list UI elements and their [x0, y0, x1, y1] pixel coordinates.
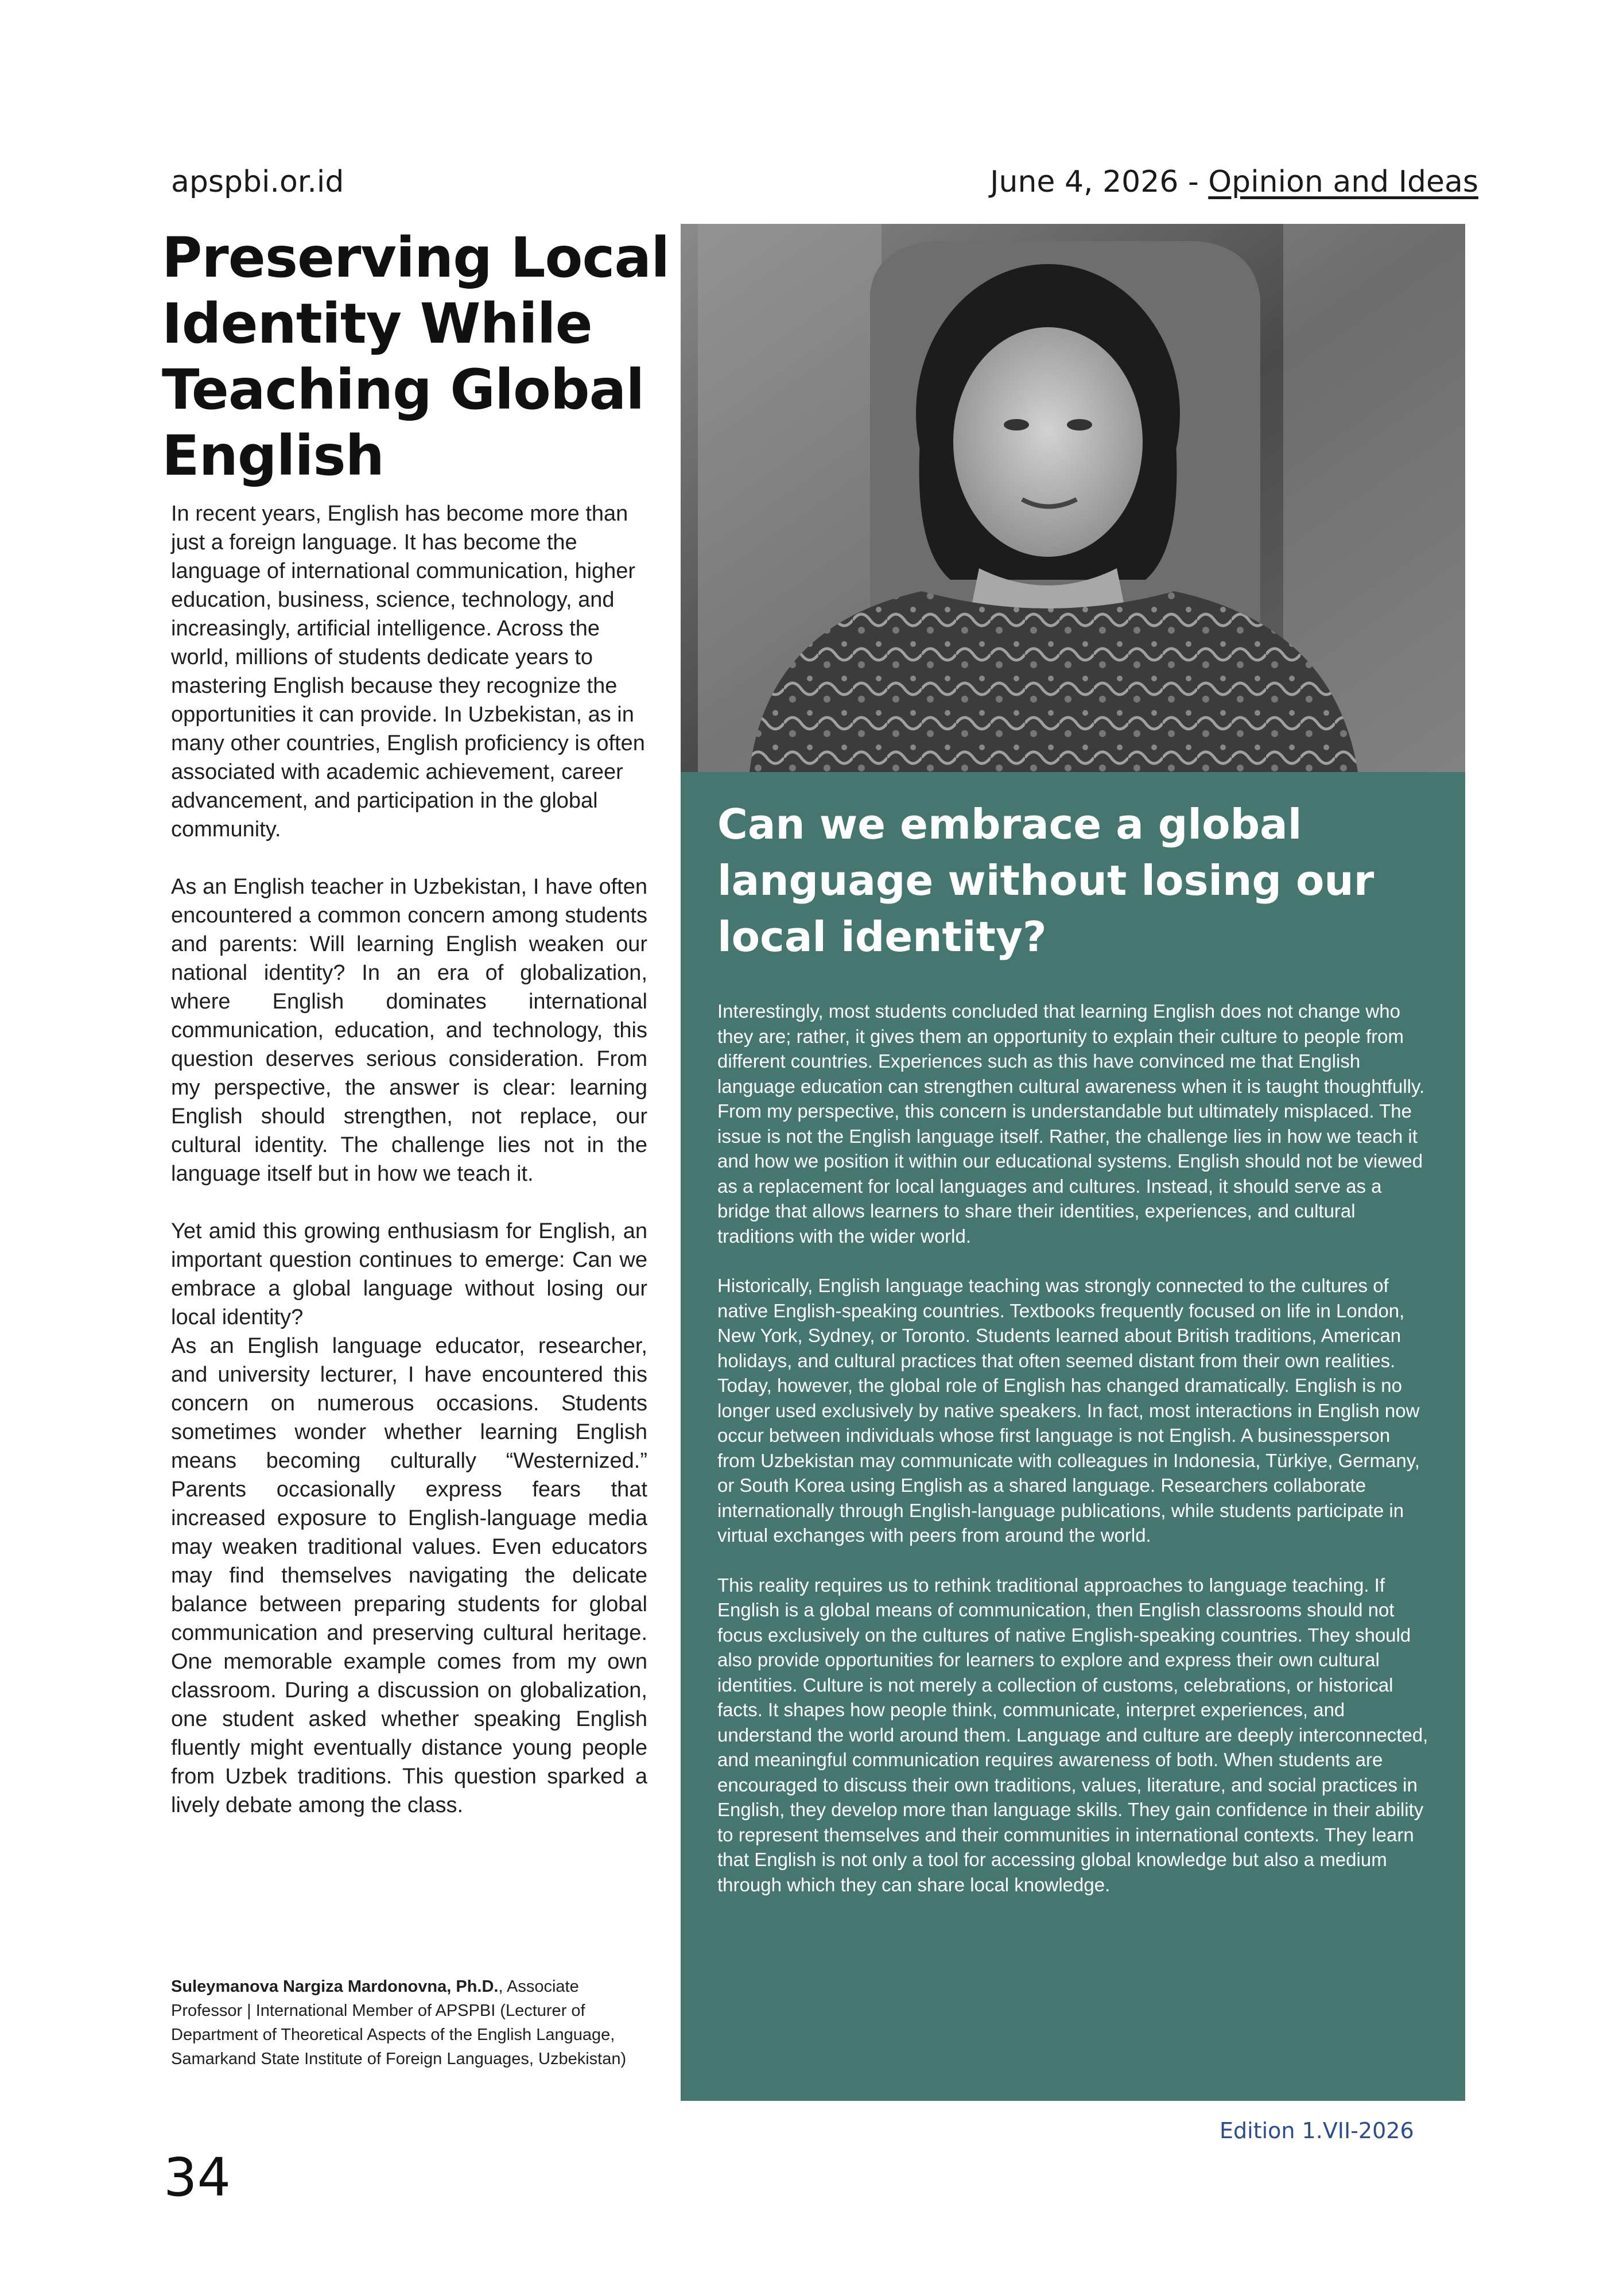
panel-paragraph: Interestingly, most students concluded that learning English does not change who they are; rather, it gives them an opportunity to explain their culture to people from different countries. Experiences such as this have convinced me that English language education can strengthen cultural awareness when it is taught thoughtfully. From my perspective, this concern is understandable but ultimately misplaced. The issue is not the English language itself. Rather, the challenge lies in how we teach it and how we position it within our educational systems. English should not be viewed as a replacement for local languages and cultures. Instead, it should serve as a bridge that allows learners to share their identities, experiences, and cultural traditions with the wider world.: [717, 1000, 1425, 1247]
section-link[interactable]: Opinion and Ideas: [1208, 165, 1478, 199]
author-photo: [681, 224, 1465, 772]
highlight-panel: [681, 772, 1465, 2101]
panel-heading: Can we embrace a global language without losing our local identity?: [717, 800, 1374, 961]
dateline-separator: -: [1178, 165, 1209, 199]
edition-label: Edition 1.VII-2026: [1220, 2118, 1414, 2143]
body-paragraph: As an English language educator, researcher, and university lecturer, I have encountered this concern on numerous occasions. Students sometimes wonder whether learning English means becoming culturally “Westernized.” Parents occasionally express fears that increased exposure to English-language media may weaken traditional values. Even educators may find themselves navigating the delicate balance between preparing students for global communication and preserving cultural heritage. One memorable example comes from my own classroom. During a discussion on globalization, one student asked whether speaking English fluently might eventually distance young people from Uzbek traditions. This question sparked a lively debate among the class.: [171, 1334, 647, 1817]
author-name: Suleymanova Nargiza Mardonovna, Ph.D.: [171, 1977, 499, 1996]
page-number: 34: [164, 2147, 231, 2208]
dateline: [990, 165, 1478, 199]
author-details: , Associate Professor | International Member of APSPBI (Lecturer of Department of Theoretical Aspects of the English Language, Samarkand State Institute of Foreign Languages, Uzbekistan): [171, 1977, 627, 2068]
issue-date: June 4, 2026: [990, 165, 1179, 199]
author-bio: [171, 1975, 647, 2071]
panel-body: [717, 999, 1432, 1897]
left-column: [171, 499, 647, 1820]
article-title: Preserving Local Identity While Teaching Global English: [162, 226, 670, 488]
panel-paragraph: This reality requires us to rethink traditional approaches to language teaching. If English is a global means of communication, then English classrooms should not focus exclusively on the cultures of native English-speaking countries. They should also provide opportunities for learners to explore and express their own cultural identities. Culture is not merely a collection of customs, celebrations, or historical facts. It shapes how people think, communicate, interpret experiences, and understand the world around them. Language and culture are deeply interconnected, and meaningful communication requires awareness of both. When students are encouraged to discuss their own traditions, values, literature, and social practices in English, they develop more than language skills. They gain confidence in their ability to represent themselves and their communities in international contexts. They learn that English is not only a tool for accessing global knowledge but also a medium through which they can share local knowledge.: [717, 1574, 1428, 1895]
body-paragraph: Yet amid this growing enthusiasm for English, an important question continues to emerge: Can we embrace a global language without losing our local identity?: [171, 1219, 647, 1329]
body-paragraph: As an English teacher in Uzbekistan, I have often encountered a common concern among students and parents: Will learning English weaken our national identity? In an era of globalization, where English dominates international communication, education, and technology, this question deserves serious consideration. From my perspective, the answer is clear: learning English should strengthen, not replace, our cultural identity. The challenge lies not in the language itself but in how we teach it.: [171, 875, 647, 1186]
portrait-illustration: [681, 224, 1465, 772]
intro-paragraph: In recent years, English has become more than just a foreign language. It has become the language of international communication, higher education, business, science, technology, and increasingly, artificial intelligence. Across the world, millions of students dedicate years to mastering English because they recognize the opportunities it can provide. In Uzbekistan, as in many other countries, English proficiency is often associated with academic achievement, career advancement, and participation in the global community.: [171, 502, 645, 841]
panel-paragraph: Historically, English language teaching was strongly connected to the cultures of native English-speaking countries. Textbooks frequently focused on life in London, New York, Sydney, or Toronto. Students learned about British traditions, American holidays, and cultural practices that often seemed distant from their own realities. Today, however, the global role of English has changed dramatically. English is no longer used exclusively by native speakers. In fact, most interactions in English now occur between individuals whose first language is not English. A businessperson from Uzbekistan may communicate with colleagues in Indonesia, Türkiye, Germany, or South Korea using English as a shared language. Researchers collaborate internationally through English-language publications, while students participate in virtual exchanges with peers from around the world.: [717, 1275, 1420, 1546]
site-name: apspbi.or.id: [171, 165, 344, 199]
